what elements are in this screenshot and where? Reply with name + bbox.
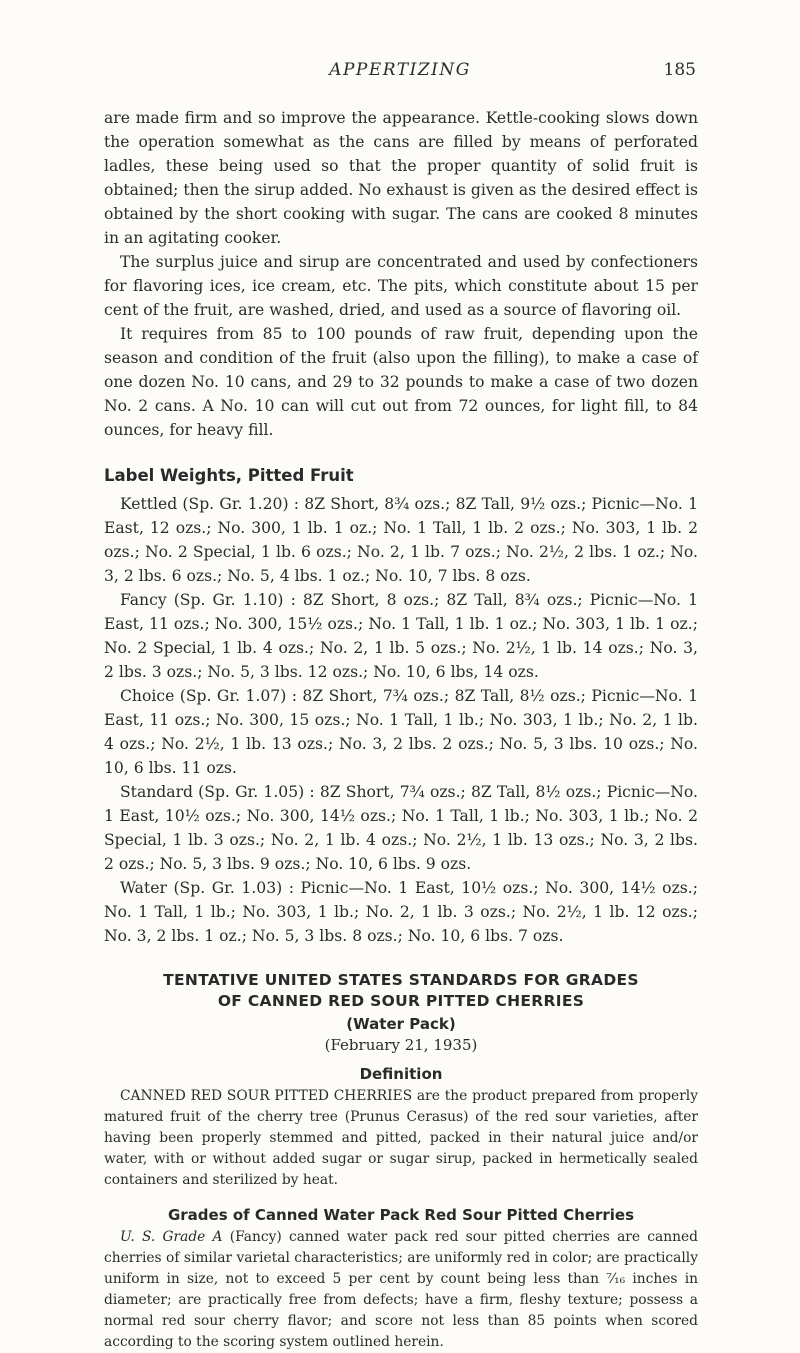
weights-standard: Standard (Sp. Gr. 1.05) : 8Z Short, 7¾ ozs.; 8Z Tall, 8½ ozs.; Picnic—No. 1 East, 10½ ozs.; No. 300, 14½ ozs.; No. 1 Tall, 1 lb.; No. 303, 1 lb.; No. 2 Special, 1 lb. 3 ozs.; No. 2, 1 lb. 4 ozs.; No. 2½, 1 lb. 13 ozs.; No. 3, 2 lbs. 2 ozs.; No. 5, 3 lbs. 9 ozs.; No. 10, 6 lbs. 9 ozs. — [104, 783, 698, 873]
definition-text: CANNED RED SOUR PITTED CHERRIES are the product prepared from properly matured fruit of the cherry tree (Prunus Cerasus) of the red sour varieties, after having been properly stemmed and pitted, packed in their natural juice and/or water, with or without added sugar or sugar sirup, packed in hermetically sealed containers and sterilized by heat. — [104, 1088, 698, 1188]
weights-kettled: Kettled (Sp. Gr. 1.20) : 8Z Short, 8¾ ozs.; 8Z Tall, 9½ ozs.; Picnic—No. 1 East, 12 ozs.; No. 300, 1 lb. 1 oz.; No. 1 Tall, 1 lb. 2 ozs.; No. 303, 1 lb. 2 ozs.; No. 2 Special, 1 lb. 6 ozs.; No. 2, 1 lb. 7 ozs.; No. 2½, 2 lbs. 1 oz.; No. 3, 2 lbs. 6 ozs.; No. 5, 4 lbs. 1 oz.; No. 10, 7 lbs. 8 ozs. — [104, 495, 698, 585]
page-body — [104, 106, 698, 1353]
pack-type: (Water Pack) — [346, 1015, 456, 1033]
intro-paragraph-2: The surplus juice and sirup are concentrated and used by confectioners for flavoring ices, ice cream, etc. The pits, which constitute about 15 per cent of the fruit, are washed, dried, and used as a source of flavoring oil. — [104, 253, 698, 319]
intro-paragraph-3: It requires from 85 to 100 pounds of raw fruit, depending upon the season and condition of the fruit (also upon the filling), to make a case of one dozen No. 10 cans, and 29 to 32 pounds to make a case of two dozen No. 2 cans. A No. 10 can will cut out from 72 ounces, for light fill, to 84 ounces, for heavy fill. — [104, 325, 698, 439]
grade-a-text: (Fancy) canned water pack red sour pitted cherries are canned cherries of similar varietal characteristics; are uniformly red in color; are practically uniform in size, not to exceed 5 per cent by count being less than ⁷⁄₁₆ inches in diameter; are practically free from defects; have a firm, fleshy texture; possess a normal red sour cherry flavor; and score not less than 85 points when scored according to the scoring system outlined herein. — [104, 1229, 698, 1350]
intro-paragraph-1: are made firm and so improve the appearance. Kettle-cooking slows down the operation somewhat as the cans are filled by means of perforated ladles, these being used so that the proper quantity of solid fruit is obtained; then the sirup added. No exhaust is given as the desired effect is obtained by the short cooking with sugar. The cans are cooked 8 minutes in an agitating cooker. — [104, 109, 698, 247]
label-weights-heading: Label Weights, Pitted Fruit — [104, 466, 354, 485]
standards-title-line-1: TENTATIVE UNITED STATES STANDARDS FOR GRADES — [163, 971, 639, 989]
standards-title-line-2: OF CANNED RED SOUR PITTED CHERRIES — [217, 992, 585, 1010]
page-header — [104, 60, 696, 90]
grade-a-label: U. S. Grade A — [120, 1229, 223, 1245]
page-number: 185 — [663, 60, 696, 80]
label-weights-list — [104, 492, 698, 948]
grade-a-paragraph — [104, 1227, 698, 1353]
running-title: APPERTIZING — [329, 60, 471, 80]
weights-fancy: Fancy (Sp. Gr. 1.10) : 8Z Short, 8 ozs.; 8Z Tall, 8¾ ozs.; Picnic—No. 1 East, 11 ozs.; No. 300, 15½ ozs.; No. 1 Tall, 1 lb. 1 oz.; No. 303, 1 lb. 1 oz.; No. 2 Special, 1 lb. 4 ozs.; No. 2, 1 lb. 5 ozs.; No. 2½, 1 lb. 14 ozs.; No. 3, 2 lbs. 3 ozs.; No. 5, 3 lbs. 12 ozs.; No. 10, 6 lbs, 14 ozs. — [104, 591, 698, 681]
definition-heading: Definition — [359, 1065, 443, 1083]
standards-subtitle — [104, 1014, 698, 1056]
grades-heading: Grades of Canned Water Pack Red Sour Pitted Cherries — [167, 1206, 635, 1224]
standards-title — [104, 970, 698, 1012]
standards-date: (February 21, 1935) — [324, 1036, 478, 1054]
weights-choice: Choice (Sp. Gr. 1.07) : 8Z Short, 7¾ ozs.; 8Z Tall, 8½ ozs.; Picnic—No. 1 East, 11 ozs.; No. 300, 15 ozs.; No. 1 Tall, 1 lb.; No. 303, 1 lb.; No. 2, 1 lb. 4 ozs.; No. 2½, 1 lb. 13 ozs.; No. 3, 2 lbs. 2 ozs.; No. 5, 3 lbs. 10 ozs.; No. 10, 6 lbs. 11 ozs. — [104, 687, 698, 777]
weights-water: Water (Sp. Gr. 1.03) : Picnic—No. 1 East, 10½ ozs.; No. 300, 14½ ozs.; No. 1 Tall, 1 lb.; No. 303, 1 lb.; No. 2, 1 lb. 3 ozs.; No. 2½, 1 lb. 12 ozs.; No. 3, 2 lbs. 1 oz.; No. 5, 3 lbs. 8 ozs.; No. 10, 6 lbs. 7 ozs. — [104, 879, 698, 945]
